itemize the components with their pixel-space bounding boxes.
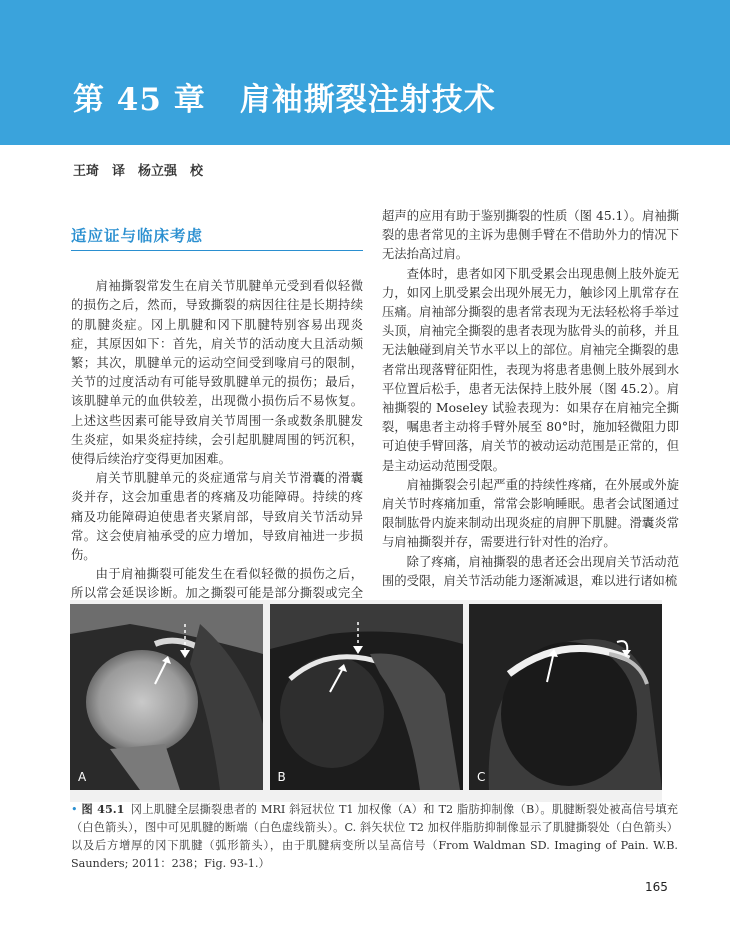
paragraph: 除了疼痛，肩袖撕裂的患者还会出现肩关节活动范围的受限，肩关节活动能力逐渐减退，难以进行诸如梳 — [382, 554, 679, 588]
chapter-banner — [0, 0, 730, 145]
panel-label: C — [477, 770, 486, 784]
paragraph: 由于肩袖撕裂可能发生在看似轻微的损伤之后，所以常会延误诊断。加之撕裂可能是部分撕裂或完全 — [71, 567, 363, 601]
section-heading: 适应证与临床考虑 — [71, 227, 363, 251]
paragraph: 肩袖撕裂会引起严重的持续性疼痛，在外展或外旋肩关节时疼痛加重，常常会影响睡眠。患者会试图通过限制肱骨内旋来制动出现炎症的肩胛下肌腱。滑囊炎常与肩袖撕裂并存，需要进行针对性的治疗。 — [382, 477, 679, 550]
paragraph: 超声的应用有助于鉴别撕裂的性质（图 45.1）。肩袖撕裂的患者常见的主诉为患侧手臂在不借助外力的情况下无法抬高过肩。 — [382, 209, 679, 262]
paragraph: 肩关节肌腱单元的炎症通常与肩关节滑囊的滑囊炎并存，这会加重患者的疼痛及功能障碍。持续的疼痛及功能障碍迫使患者夹紧肩部，导致肩关节活动异常。这会使肩袖承受的应力增加，导致肩袖进一步损伤。 — [71, 471, 363, 563]
panel-label: B — [277, 770, 286, 784]
chapter-title — [73, 74, 496, 119]
page-number: 165 — [645, 880, 668, 894]
mri-figure — [70, 600, 662, 802]
mri-panel-c — [469, 604, 662, 790]
mri-image-c — [469, 604, 662, 790]
paragraph: 肩袖撕裂常发生在肩关节肌腱单元受到看似轻微的损伤之后，然而，导致撕裂的病因往往是长期持续的肌腱炎症。冈上肌腱和冈下肌腱特别容易出现炎症，其原因如下：首先，肩关节的活动度大且活动频繁；其次，肌腱单元的运动空间受到喙肩弓的限制，关节的过度活动有可能导致肌腱单元的损伤；最后，该肌腱单元的血供较差，出现微小损伤后不易恢复。上述这些因素可能导致肩关节周围一条或数条肌腱发生炎症，如果炎症持续，会引起肌腱周围的钙沉积，使得后续治疗变得更加困难。 — [71, 279, 363, 467]
mri-image-b — [270, 604, 463, 790]
chapter-name: 肩袖撕裂注射技术 — [239, 82, 496, 118]
left-column — [71, 227, 363, 642]
mri-panel-b — [270, 604, 463, 790]
caption-text: 冈上肌腱全层撕裂患者的 MRI 斜冠状位 T1 加权像（A）和 T2 脂肪抑制像（B）。肌腱断裂处被高信号填充（白色箭头），图中可见肌腱的断端（白色虚线箭头）。C. 斜矢状位 T2 加权伴脂肪抑制像显示了肌腱撕裂处（白色箭头）以及后方增厚的冈下肌腱（弧形箭头），由于肌腱病变所以呈高信号（From Waldman SD. Imaging of Pain. W.B. Saunders; 2011：238；Fig. 93-1.） — [71, 803, 678, 870]
figure-caption — [71, 800, 678, 873]
chapter-number: 第 45 章 — [73, 82, 206, 118]
caption-bullet: • — [71, 803, 78, 816]
mri-image-a — [70, 604, 263, 790]
translator-credits: 王琦 译 杨立强 校 — [73, 164, 204, 179]
mri-panel-a — [70, 604, 263, 790]
panel-label: A — [78, 770, 87, 784]
paragraph: 查体时，患者如冈下肌受累会出现患侧上肢外旋无力，如冈上肌受累会出现外展无力，触诊冈上肌常存在压痛。肩袖部分撕裂的患者常表现为无法轻松将手举过头顶，肩袖完全撕裂的患者表现为肱骨头的前移，并且无法触碰到肩关节水平以上的部位。肩袖完全撕裂的患者常出现落臂征阳性，表现为将患者患侧上肢外展到水平位置后松手，患者无法保持上肢外展（图 45.2）。肩袖撕裂的 Moseley 试验表现为：如果存在肩袖完全撕裂，嘱患者主动将手臂外展至 80°时，施加轻微阻力即可迫使手臂回落，肩关节的被动运动范围是正常的，但是主动运动范围受限。 — [382, 266, 679, 473]
right-column — [382, 207, 679, 591]
figure-number: 图 45.1 — [81, 802, 125, 816]
